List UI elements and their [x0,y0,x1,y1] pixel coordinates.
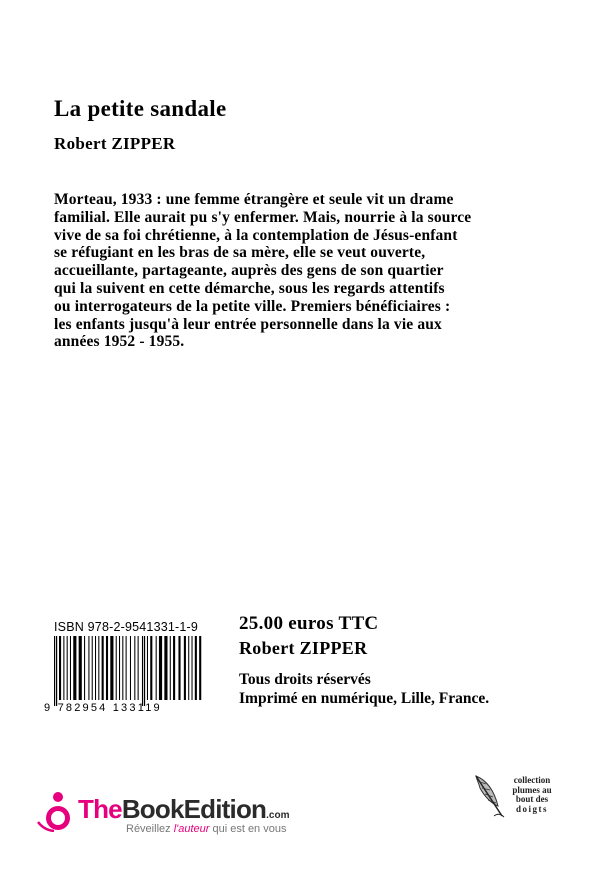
barcode-icon [52,636,206,706]
barcode-bar [88,636,89,700]
publisher-name-the: The [78,794,122,824]
barcode-guard-bar [144,636,145,706]
collection-line: plumes au [512,784,552,795]
barcode-bar [178,636,180,700]
barcode-guard-bar [56,636,57,706]
barcode-bar [156,636,157,700]
barcode-bar [98,636,99,700]
barcode-bar [130,636,131,700]
collection-name [503,776,561,814]
page-title: La petite sandale [54,96,227,121]
barcode-bar [84,636,85,700]
barcode-bar [59,636,61,700]
barcode-bar [95,636,96,700]
collection-line: doigts [515,803,548,814]
collection-logo [470,768,562,824]
barcode-bar [164,636,167,700]
publisher-name-com: .com [266,810,290,821]
summary-line: familial. Elle aurait pu s'y enfermer. Mais, nourrie à la source [54,208,472,226]
barcode-bar [134,636,135,700]
summary-line: ou interrogateurs de la petite ville. Premiers bénéficiaires : [54,297,451,315]
isbn-label: ISBN 978-2-9541331-1-9 [54,620,199,634]
publisher-name [78,794,289,825]
collection-line: collection [513,775,551,785]
feather-quill-icon [472,772,506,820]
rights-notice: Tous droits réservés [239,671,371,688]
barcode-bar [138,636,139,700]
barcode-bar [92,636,93,700]
price: 25.00 euros TTC [239,613,379,634]
collection-line: bout des [515,794,549,804]
summary-line: se réfugiant en les bras de sa mère, elle se veut ouverte, [54,244,426,262]
summary-line: accueillante, partageante, auprès des gens de son quartier [54,262,444,280]
tagline-part: qui est en vous [209,823,287,835]
barcode-bar [122,636,123,700]
barcode-bar [116,636,117,700]
publisher-name-book: BookEdition [121,794,267,824]
barcode-bar [170,636,171,700]
barcode-bar [70,636,71,700]
author-name: Robert ZIPPER [54,134,176,153]
barcode-bar [188,636,189,700]
summary-line: qui la suivent en cette démarche, sous les regards attentifs [54,279,445,297]
summary-line: vive de sa foi chrétienne, à la contemplation de Jésus-enfant [54,226,458,244]
thebookedition-logo-icon [36,788,78,832]
summary-line: les enfants jusqu'à leur entrée personnelle dans la vie aux [54,315,442,333]
barcode-bar [73,636,76,700]
tagline-accent: l'auteur [173,823,210,835]
barcode-bar [150,636,152,700]
barcode-bar [67,636,68,700]
barcode-bar [106,636,108,700]
author-name-footer: Robert ZIPPER [239,638,368,658]
barcode-guard-bar [54,636,55,706]
barcode-bar [195,636,197,700]
printing-notice: Imprimé en numérique, Lille, France. [239,690,490,707]
summary-line: Morteau, 1933 : une femme étrangère et seule vit un drame [54,191,454,208]
publisher-tagline [126,823,286,835]
barcode-bar [199,636,201,700]
book-summary [54,191,554,351]
barcode-bar [184,636,186,700]
barcode-bar [192,636,193,700]
publisher-logo [36,788,326,844]
barcode-bar [102,636,104,700]
barcode-block [44,620,212,715]
barcode-bar [147,636,148,700]
barcode-bar [119,636,120,700]
barcode-bar [173,636,175,700]
barcode-bar [63,636,64,700]
summary-line: années 1952 - 1955. [54,333,185,351]
barcode-digits: 9 782954 133119 [44,702,162,714]
tagline-part: Réveillez [126,823,174,835]
barcode-bar [126,636,127,700]
barcode-bar [79,636,82,700]
barcode-bar [159,636,162,700]
barcode-guard-bar [142,636,143,706]
barcode-bar [110,636,113,700]
